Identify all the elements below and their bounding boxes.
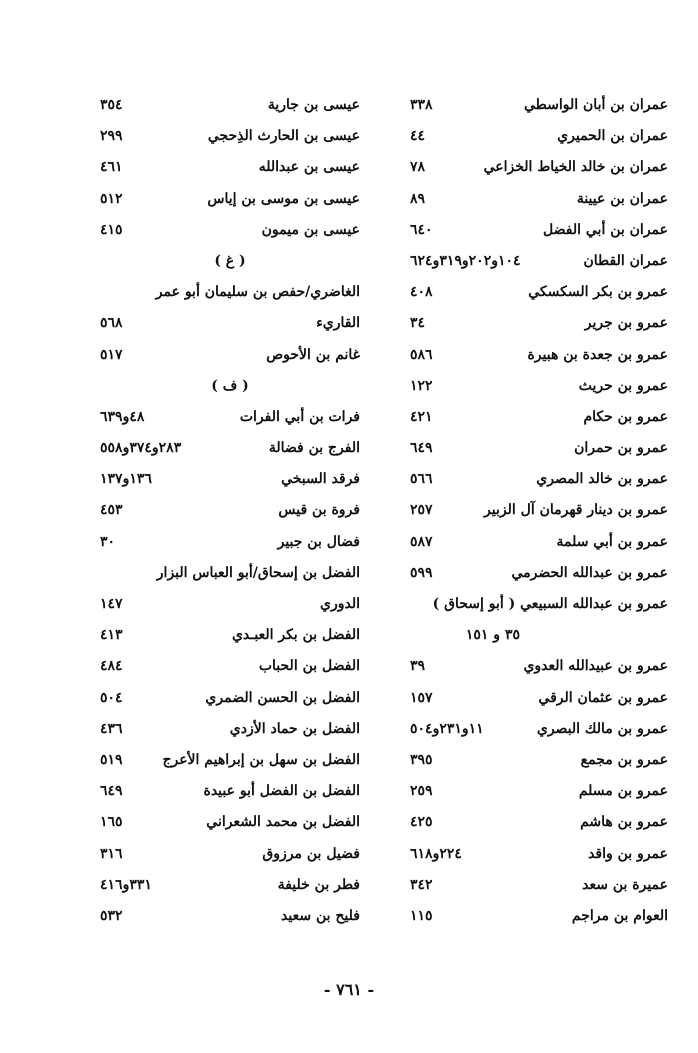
index-entry <box>410 340 668 371</box>
entry-name: عيسى بن عبدالله <box>258 159 360 176</box>
entry-name: عمرو بن عبدالله السبيعي ( أبو إسحاق ) <box>432 596 668 612</box>
index-entry <box>410 807 668 838</box>
entry-name: الفرج بن فضالة <box>268 440 360 457</box>
index-entry <box>100 184 360 215</box>
index-entry <box>100 152 360 183</box>
page-number: - ٧٦١ - <box>323 980 375 999</box>
entry-name: فطر بن خليفة <box>277 876 360 893</box>
index-entry <box>100 495 360 526</box>
entry-name: عمرو بن حمران <box>574 440 668 457</box>
index-entry <box>100 90 360 121</box>
entry-name: عمرو بن هاشم <box>580 814 668 831</box>
index-entry <box>410 527 668 558</box>
entry-pages: ٣٩٥ <box>410 751 433 768</box>
index-entry <box>410 589 668 620</box>
entry-pages: ٨٩ <box>410 190 426 207</box>
entry-name: عمرو بن عثمان الرقي <box>538 689 668 706</box>
entry-pages: ٦٤٠ <box>410 221 433 238</box>
entry-name: فضال بن جبير <box>277 533 360 550</box>
entry-pages: ١٦٥ <box>100 814 123 831</box>
index-entry <box>410 121 668 152</box>
index-entry <box>410 215 668 246</box>
entry-pages: ٤٢٥ <box>410 814 433 831</box>
entry-pages: ٦٤٩ <box>410 440 433 457</box>
entry-pages: ٤٢١ <box>410 408 433 425</box>
entry-name: عيسى بن موسى بن إياس <box>207 190 360 207</box>
index-entry <box>410 558 668 589</box>
entry-page-continuation: ٣٥ و ١٥١ <box>465 627 520 644</box>
index-entry <box>100 870 360 901</box>
index-entry <box>410 620 668 651</box>
entry-pages: ٥٨٦ <box>410 346 433 363</box>
index-entry <box>410 152 668 183</box>
entry-pages: ٣٩ <box>410 658 426 675</box>
entry-pages: ١١٥ <box>410 907 433 924</box>
entry-name: الفضل بن حماد الأزدي <box>229 720 360 737</box>
entry-name: عمرو بن واقد <box>588 845 668 862</box>
entry-pages: ٣٤ <box>410 315 426 332</box>
index-entry <box>100 839 360 870</box>
entry-pages: ٧٨ <box>410 159 426 176</box>
entry-pages: ٢٥٧ <box>410 502 433 519</box>
entry-pages: ٥٦٨ <box>100 315 123 332</box>
entry-pages: ٤٨٤ <box>100 658 123 675</box>
section-letter-heading: ( غ ) <box>214 252 246 269</box>
index-entry <box>100 215 360 246</box>
index-entry <box>100 558 360 589</box>
entry-name: العوام بن مراجم <box>571 907 668 924</box>
entry-pages: ٦٤٩ <box>100 783 123 800</box>
index-entry <box>100 714 360 745</box>
entry-pages: ٤٤ <box>410 128 426 145</box>
entry-name: عمران بن أبان الواسطي <box>523 97 668 113</box>
entry-pages: ١٥٧ <box>410 689 433 706</box>
index-entry <box>100 620 360 651</box>
index-entry <box>410 839 668 870</box>
entry-name: فليح بن سعيد <box>281 907 360 924</box>
entry-pages: ٣٠ <box>100 533 116 550</box>
index-entry <box>100 277 360 308</box>
entry-name: عمرو بن جرير <box>584 315 668 332</box>
index-entry <box>100 121 360 152</box>
entry-pages: ٢٢٤و٦١٨ <box>410 845 462 862</box>
right-index-column <box>410 90 668 932</box>
index-entry <box>100 527 360 558</box>
entry-name: عمرو بن مجمع <box>580 751 668 768</box>
entry-pages: ١١و٢٣١و٥٠٤ <box>410 720 484 737</box>
entry-name: الفضل بن الحسن الضمري <box>205 689 360 706</box>
entry-name: عيسى بن ميمون <box>261 221 360 238</box>
entry-name: الفضل بن بكر العبـدي <box>231 627 360 644</box>
entry-name: عمرو بن حكام <box>583 408 668 425</box>
entry-pages: ٤١٣ <box>100 627 123 644</box>
index-entry <box>410 683 668 714</box>
entry-pages: ٤٥٣ <box>100 502 123 519</box>
index-entry <box>410 870 668 901</box>
index-entry <box>410 371 668 402</box>
entry-pages: ١٠٤و٢٠٢و٣١٩و٦٢٤ <box>410 252 521 269</box>
index-entry <box>100 651 360 682</box>
index-entry <box>410 901 668 932</box>
entry-pages: ٢٨٣و٣٧٤و٥٥٨ <box>100 440 182 457</box>
entry-name: عمرو بن بكر السكسكي <box>528 284 668 301</box>
index-entry <box>100 589 360 620</box>
entry-pages: ٥٨٧ <box>410 533 433 550</box>
entry-name: عمران بن عيينة <box>576 190 668 207</box>
index-entry <box>410 308 668 339</box>
index-entry <box>100 464 360 495</box>
entry-pages: ٤١٥ <box>100 221 123 238</box>
entry-name: عمرو بن دينار قهرمان آل الزبير <box>484 502 668 519</box>
index-entry <box>410 745 668 776</box>
entry-pages: ٢٩٩ <box>100 128 123 145</box>
entry-name: الغاضري/حفص بن سليمان أبو عمر <box>155 284 360 301</box>
entry-name: الفضل بن الفضل أبو عبيدة <box>203 783 360 800</box>
entry-name: عميرة بن سعد <box>582 876 668 893</box>
entry-name: عمران بن خالد الخياط الخزاعي <box>483 159 668 176</box>
index-entry <box>100 901 360 932</box>
entry-name: عيسى بن جارية <box>267 97 360 113</box>
entry-pages: ٥٦٦ <box>410 471 433 488</box>
entry-pages: ٢٥٩ <box>410 783 433 800</box>
entry-pages: ٤٣٦ <box>100 720 123 737</box>
entry-name: عمرو بن مالك البصري <box>536 720 668 737</box>
index-entry <box>410 277 668 308</box>
entry-name: الدوري <box>320 596 360 612</box>
entry-pages: ٣٣١و٤١٦ <box>100 876 152 893</box>
entry-pages: ٥١٧ <box>100 346 123 363</box>
entry-pages: ٥٠٤ <box>100 689 123 706</box>
entry-pages: ٣٣٨ <box>410 97 433 113</box>
index-entry <box>410 402 668 433</box>
index-entry <box>100 340 360 371</box>
entry-pages: ١٢٢ <box>410 377 433 394</box>
entry-pages: ٣١٦ <box>100 845 123 862</box>
entry-name: الفضل بن محمد الشعراني <box>206 814 360 831</box>
index-entry <box>100 807 360 838</box>
entry-name: عمرو بن عبدالله الحضرمي <box>511 564 668 581</box>
left-index-column <box>100 90 360 932</box>
entry-name: الفضل بن سهل بن إبراهيم الأعرج <box>162 751 360 768</box>
entry-pages: ٤٨و٦٣٩ <box>100 408 145 425</box>
entry-name: عمرو بن حريث <box>578 377 668 394</box>
entry-pages: ٥٣٢ <box>100 907 123 924</box>
index-entry <box>410 464 668 495</box>
index-entry <box>410 90 668 121</box>
index-entry <box>410 651 668 682</box>
entry-name: عمرو بن مسلم <box>578 783 668 800</box>
index-entry <box>410 246 668 277</box>
index-entry <box>410 714 668 745</box>
index-entry <box>100 745 360 776</box>
entry-name: الفضل بن الحباب <box>258 658 360 675</box>
entry-name: فضيل بن مرزوق <box>262 845 360 862</box>
entry-name: عمرو بن جعدة بن هبيرة <box>527 346 668 363</box>
entry-name: عمران بن أبي الفضل <box>543 221 668 238</box>
section-letter-heading: ( ف ) <box>211 377 249 394</box>
entry-name: عمرو بن أبي سلمة <box>556 533 668 550</box>
entry-name: القاريء <box>316 315 360 332</box>
entry-name: عمرو بن خالد المصري <box>536 471 668 488</box>
entry-name: غانم بن الأحوص <box>266 346 360 363</box>
entry-name: عيسى بن الحارث الذِحجي <box>207 128 360 145</box>
index-entry <box>410 495 668 526</box>
index-entry <box>410 184 668 215</box>
index-entry <box>410 433 668 464</box>
index-entry <box>100 776 360 807</box>
entry-name: عمران بن الحميري <box>557 128 668 145</box>
entry-name: عمران القطان <box>583 252 668 269</box>
index-entry <box>100 402 360 433</box>
entry-pages: ١٤٧ <box>100 596 123 612</box>
entry-name: فرات بن أبي الفرات <box>239 408 360 425</box>
entry-pages: ٥١٩ <box>100 751 123 768</box>
index-entry <box>100 683 360 714</box>
entry-pages: ٣٤٢ <box>410 876 433 893</box>
index-entry <box>100 308 360 339</box>
entry-pages: ٤٠٨ <box>410 284 433 301</box>
index-entry <box>100 433 360 464</box>
index-entry <box>410 776 668 807</box>
entry-pages: ٣٥٤ <box>100 97 123 113</box>
entry-pages: ١٣٦و١٣٧ <box>100 471 152 488</box>
entry-name: فروة بن قيس <box>278 502 360 519</box>
entry-pages: ٥١٢ <box>100 190 123 207</box>
entry-pages: ٤٦١ <box>100 159 123 176</box>
entry-name: عمرو بن عبيدالله العدوي <box>523 658 668 675</box>
entry-pages: ٥٩٩ <box>410 564 433 581</box>
entry-name: فرقد السبخي <box>281 471 360 488</box>
entry-name: الفضل بن إسحاق/أبو العباس البزار <box>156 564 360 581</box>
